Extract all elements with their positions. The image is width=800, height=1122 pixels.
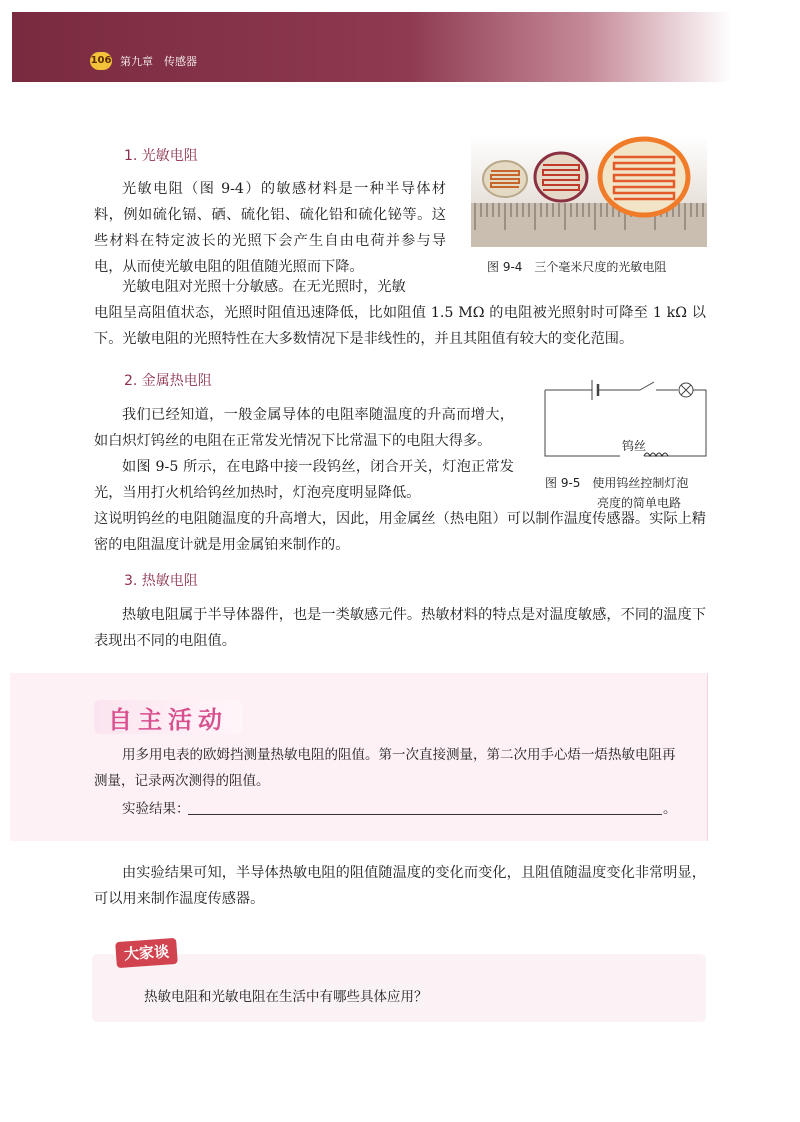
metal-resistor-paragraph-3: 这说明钨丝的电阻随温度的升高增大，因此，用金属丝（热电阻）可以制作温度传感器。实际上精密的电阻温度计就是用金属铂来制作的。 <box>94 511 706 553</box>
photoresistor-paragraph-1: 光敏电阻（图 9-4）的敏感材料是一种半导体材料，例如硫化镉、硒、硫化铝、硫化铅和硫化铋等。这些材料在特定波长的光照下会产生自由电荷并参与导电，从而使光敏电阻的阻值随光照而下降。 <box>94 181 446 275</box>
page-number: 106 <box>90 52 112 70</box>
activity-title: 自主活动 <box>108 705 228 734</box>
activity-text: 用多用电表的欧姆挡测量热敏电阻的阻值。第一次直接测量，第二次用手心焐一焐热敏电阻再测量，记录两次测得的阻值。 <box>94 747 676 789</box>
tungsten-label: 钨丝 <box>622 439 647 453</box>
result-end-mark: 。 <box>663 801 677 817</box>
discussion-question: 热敏电阻和光敏电阻在生活中有哪些具体应用？ <box>144 989 428 1005</box>
conclusion-paragraph: 由实验结果可知，半导体热敏电阻的阻值随温度的变化而变化，且阻值随温度变化非常明显，可以用来制作温度传感器。 <box>94 865 706 907</box>
result-label: 实验结果： <box>122 801 190 817</box>
photoresistor-paragraph-2-rest: 电阻呈高阻值状态，光照时阻值迅速降低，比如阻值 1.5 MΩ 的电阻被光照射时可降至 1 kΩ 以下。光敏电阻的光照特性在大多数情况下是非线性的，并且其阻值有较大的变化范围。 <box>94 305 706 347</box>
figure-9-5-caption-line2: 亮度的简单电路 <box>597 496 682 510</box>
metal-resistor-paragraph-2: 如图 9-5 所示，在电路中接一段钨丝，闭合开关，灯泡正常发光，当用打火机给钨丝加热时，灯泡亮度明显降低。 <box>94 459 514 501</box>
header-band <box>12 12 732 82</box>
photoresistor-paragraph-2-start: 光敏电阻对光照十分敏感。在无光照时，光敏 <box>122 279 406 295</box>
section-heading-metal-thermal-resistor: 2. 金属热电阻 <box>124 373 212 389</box>
metal-resistor-paragraph-1: 我们已经知道，一般金属导体的电阻率随温度的升高而增大，如白炽灯钨丝的电阻在正常发光情况下比常温下的电阻大得多。 <box>94 407 514 449</box>
result-blank-line[interactable] <box>188 814 662 815</box>
chapter-title: 第九章 传感器 <box>120 55 197 68</box>
discussion-badge: 大家谈 <box>115 938 178 968</box>
thermistor-paragraph: 热敏电阻属于半导体器件，也是一类敏感元件。热敏材料的特点是对温度敏感，不同的温度下表现出不同的电阻值。 <box>94 607 706 649</box>
photoresistor-photo <box>471 135 707 247</box>
figure-9-4-caption: 图 9-4 三个毫米尺度的光敏电阻 <box>487 260 667 274</box>
activity-title-banner <box>94 700 242 734</box>
section-heading-thermistor: 3. 热敏电阻 <box>124 573 198 589</box>
tungsten-circuit-diagram <box>540 368 710 466</box>
section-heading-photoresistor: 1. 光敏电阻 <box>124 148 198 164</box>
figure-9-5-caption-line1: 图 9-5 使用钨丝控制灯泡 <box>545 476 689 490</box>
